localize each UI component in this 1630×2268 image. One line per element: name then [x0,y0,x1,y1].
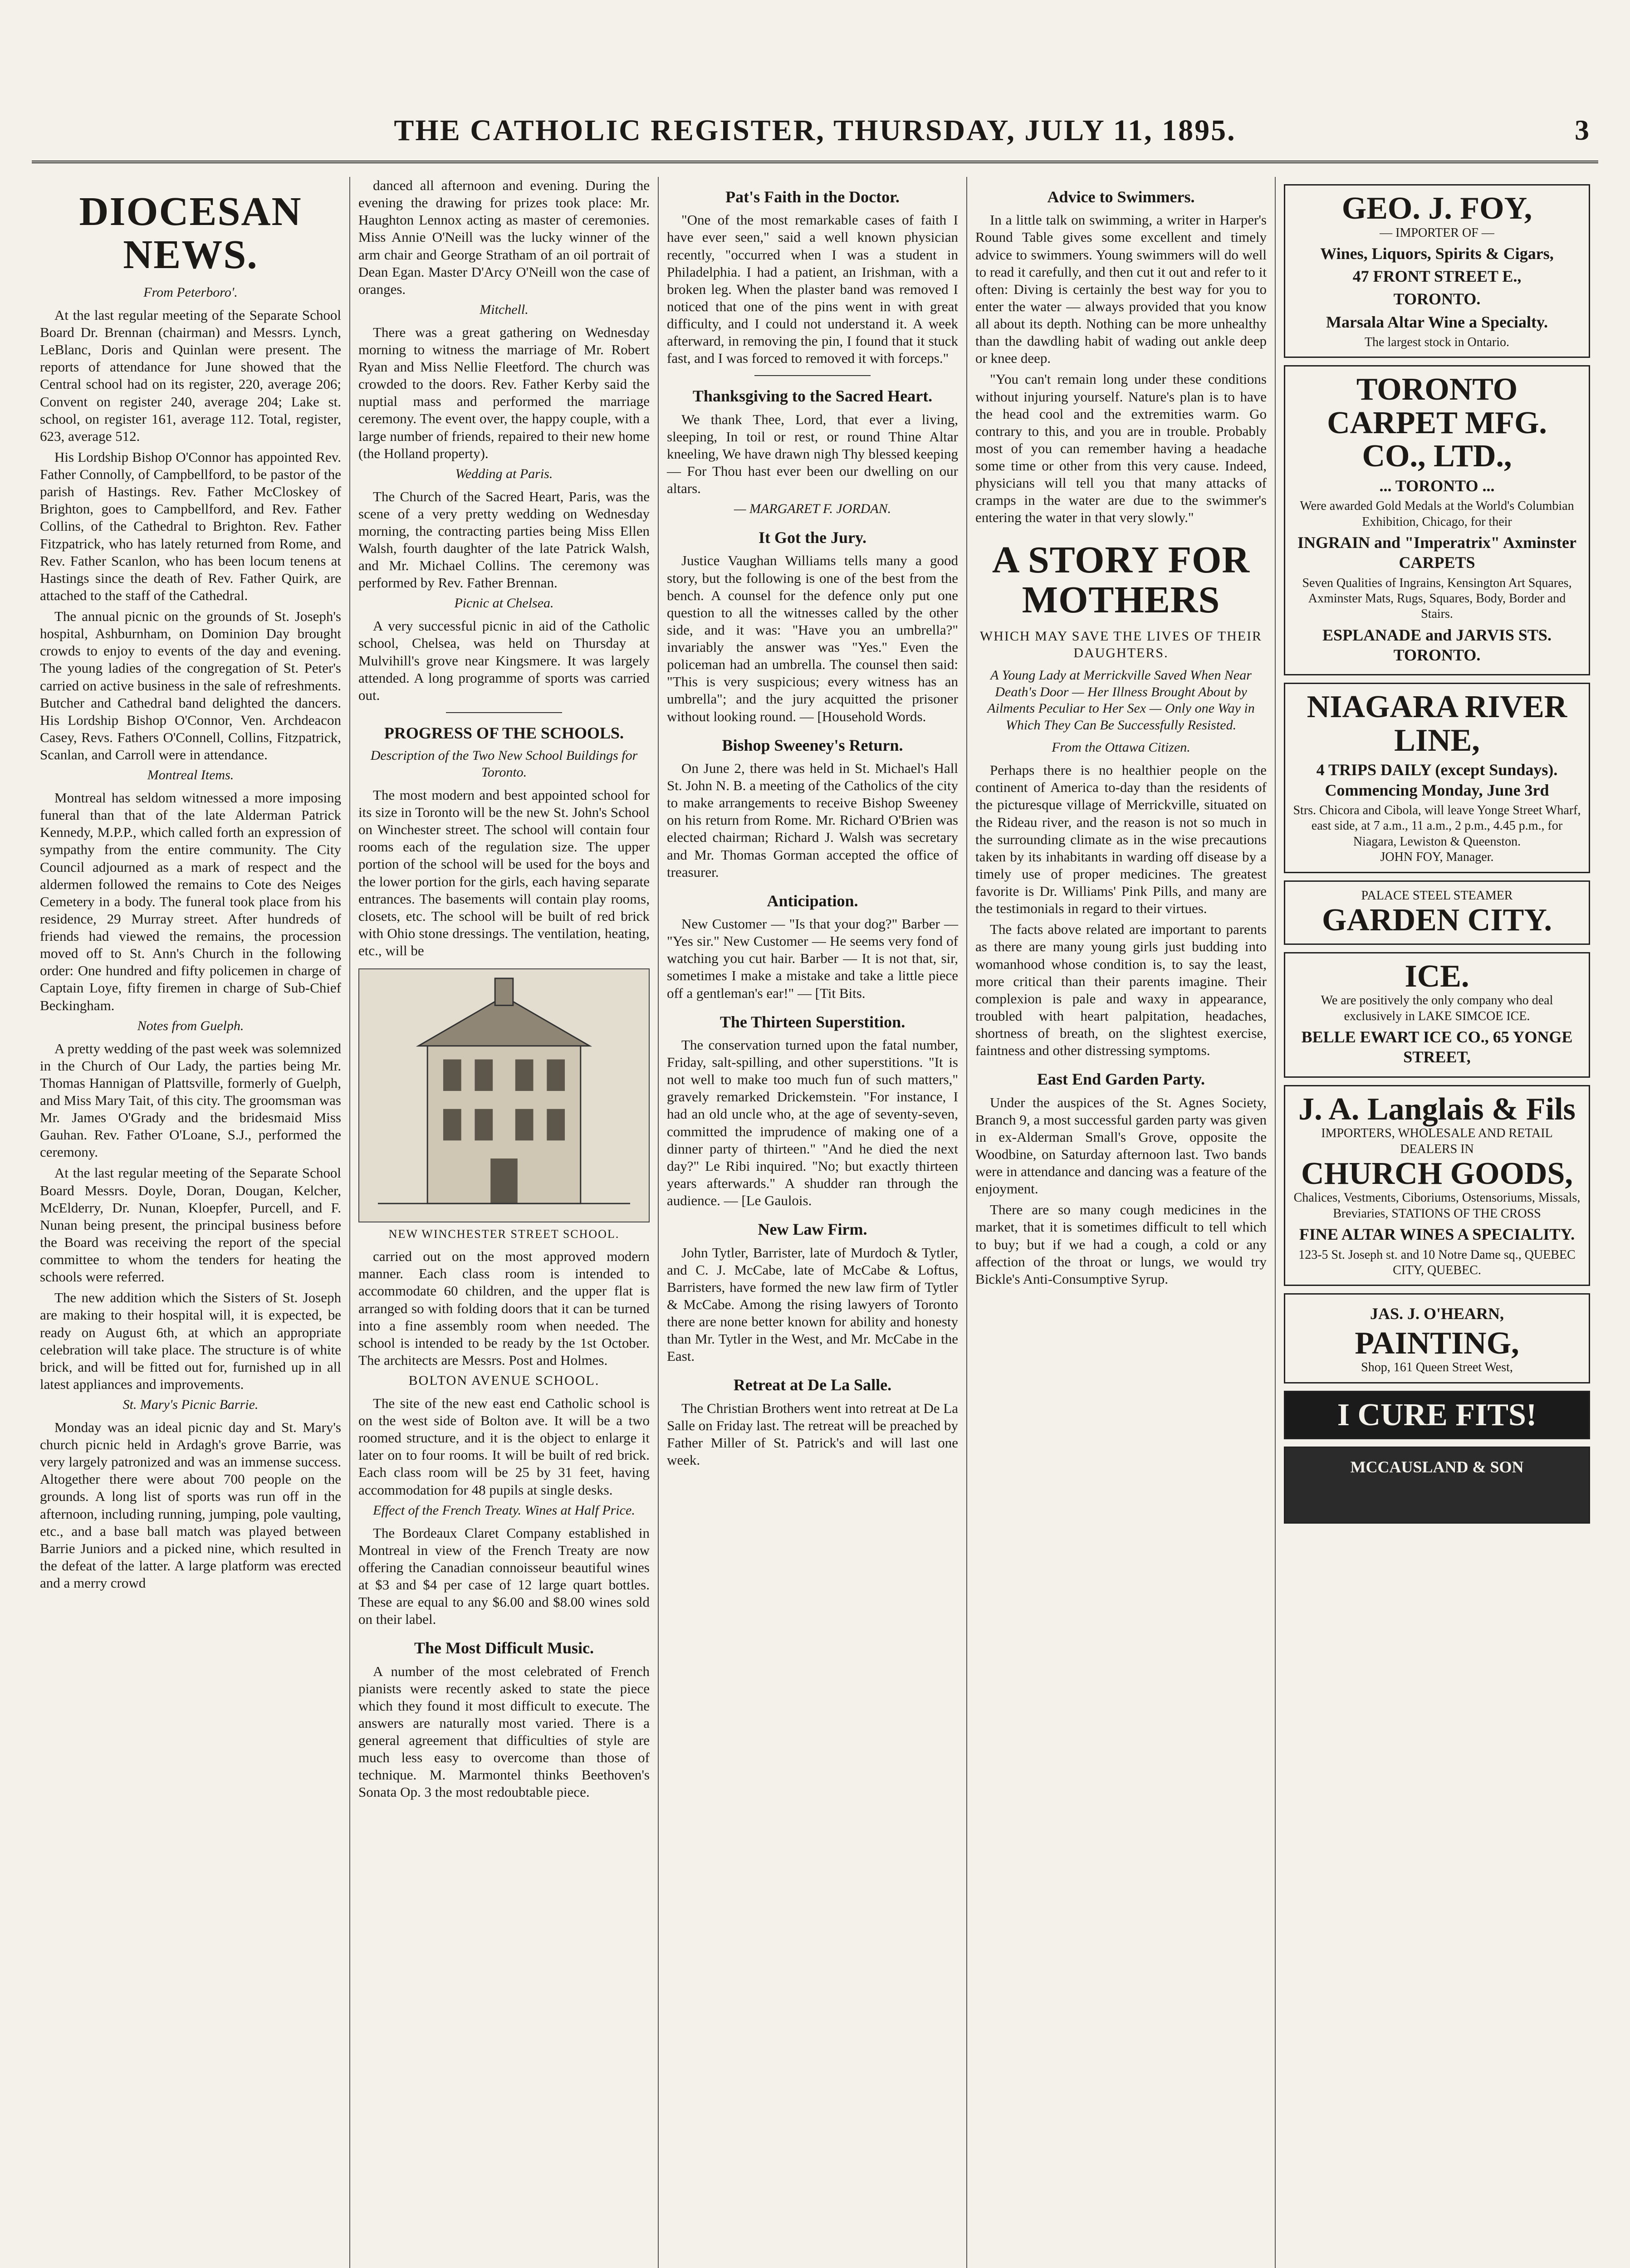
subheading: St. Mary's Picnic Barrie. [122,1397,259,1413]
paragraph: On June 2, there was held in St. Michael's Hall St. John N. B. a meeting of the Catholics of the city to make arrangements to receive Bishop Sweeney on his return from Rome. Mr. Richard O'Brien was elected chairman; Richard J. Walsh was secretary and Mr. Thomas Gorman accepted the office of treasurer. [667,760,958,880]
ad-extra: Marsala Altar Wine a Specialty. [1326,313,1548,331]
article-heading: Advice to Swimmers. [1047,188,1195,206]
paragraph: "One of the most remarkable cases of faith I have ever seen," said a well known physician recently, "occurred when I was a student in Philadelphia. I had a patient, an Irishman, with a broken leg. When the plaster band was removed I noticed that one of the pins went in with great difficulty, and I could not understand it. A week afterward, in removing the pin, I found that it stuck fast, and I was forced to removed it with forceps." [667,212,958,367]
ad-address: ESPLANADE and JARVIS STS. TORONTO. [1322,626,1552,665]
article-heading: The Most Difficult Music. [414,1639,594,1657]
article-heading: Pat's Faith in the Doctor. [725,188,900,206]
ad-toronto-carpet [1284,365,1590,675]
page-number: 3 [1575,114,1589,146]
article-heading: New Law Firm. [758,1220,867,1239]
ad-address: 47 FRONT STREET E., [1352,267,1522,286]
school-building-icon [359,969,649,1222]
paragraph: In a little talk on swimming, a writer in Harper's Round Table gives some excellent and timely advice to swimmers. Young swimmers will do well to read it carefully, and then cut it out and refer to it often: Diving is certainly the best way for you to enter the water — always provided that you know all about its depth. Nothing can be more unhealthy than the dawdling habit of wading out ankle deep or knee deep. [975,212,1267,367]
paragraph: Monday was an ideal picnic day and St. Mary's church picnic held in Ardagh's grove Barrie, was very largely patronized and was an immense success. Altogether there were about 700 people on the grounds. A long list of sports was run off in the afternoon, including running, jumping, pole vaulting, etc., and a base ball match was played between Barrie Juniors and a picked nine, which resulted in the defeat of the latter. A large platform was erected and a merry crowd [40,1419,341,1591]
paragraph: The site of the new east end Catholic school is on the west side of Bolton ave. It will be a two roomed structure, and it is the object to enlarge it later on to four rooms. It will be built of red brick. Each class room will be 25 by 31 feet, having accommodation for 48 pupils at single desks. [358,1395,650,1498]
ad-title: JAS. J. O'HEARN, [1370,1305,1504,1323]
ad-text: We are positively the only company who deal exclusively in LAKE SIMCOE ICE. [1321,993,1553,1023]
masthead [32,27,1598,163]
paragraph: There was a great gathering on Wednesday morning to witness the marriage of Mr. Robert Ryan and Miss Nellie Fleetford. The church was crowded to the doors. Rev. Father Kerby said the nuptial mass and performed the marriage ceremony. The event over, the happy couple, with a large number of friends, repaired to their new home (the Holland property). [358,324,650,461]
column-2 [349,177,658,2268]
paragraph: danced all afternoon and evening. During the evening the drawing for prizes took place: Mr. Haughton Lennox acting as master of ceremonies. Miss Annie O'Neill was the lucky winner of the arm chair and George Stratham of an oil portrait of Dean Egan. Master D'Arcy O'Neill won the case of oranges. [358,177,650,297]
ad-title: GARDEN CITY. [1322,903,1552,938]
paragraph: At the last regular meeting of the Separate School Board Dr. Brennan (chairman) and Messrs. Lynch, LeBlanc, Doris and Quinlan were present. The reports of attendance for June showed that the Central school had on its register, 220, average 206; Convent on register 240, average 204; Lake st. school, on register 161, average 112. Total, register, 623, average 512. [40,307,341,444]
article-subtitle: Description of the Two New School Buildings for Toronto. [370,748,638,780]
paragraph: The Church of the Sacred Heart, Paris, was the scene of a very pretty wedding on Wednesday morning, the contracting parties being Miss Ellen Walsh, fourth daughter of the late Patrick Walsh, and Mr. Michael Collins. The ceremony was performed by Rev. Father Brennan. [358,488,650,591]
ad-subtitle: 4 TRIPS DAILY (except Sundays). Commencing Monday, June 3rd [1316,761,1558,799]
article-heading: It Got the Jury. [759,528,866,547]
story-for-mothers-heading: A STORY FOR MOTHERS [992,538,1250,621]
ad-address: Shop, 161 Queen Street West, [1361,1360,1513,1375]
ad-geo-foy [1284,184,1590,358]
ad-subtitle: PALACE STEEL STEAMER [1361,888,1513,903]
paragraph: Perhaps there is no healthier people on the continent of America to-day than the residents of the picturesque village of Merrickville, situated on the Rideau river, and the reason is not so much in the surrounding climate as in the wise precautions taken by its inhabitants in warding off disease by a timely use of proper medicines. The greatest favorite is Dr. Williams' Pink Pills, and many are the testimonials in regard to their virtues. [975,762,1267,917]
column-4 [966,177,1275,2268]
divider [446,712,563,713]
ad-city: 123-5 St. Joseph st. and 10 Notre Dame sq., QUEBEC CITY, QUEBEC. [1298,1247,1576,1278]
paragraph: There are so many cough medicines in the market, that it is sometimes difficult to tell which to buy; but if we had a cough, a cold or any affection of the throat or lungs, we would try Bickle's Anti-Consumptive Syrup. [975,1202,1267,1287]
article-heading: PROGRESS OF THE SCHOOLS. [384,723,624,742]
subheading: Notes from Guelph. [137,1018,244,1033]
paragraph: At the last regular meeting of the Separate School Board Messrs. Doyle, Doran, Dougan, Kelcher, McElderry, Dr. Nunan, Kloepfer, Purcell, and F. Nunan being present, the principal business before the Board was receiving the report of the special committee to whom the tenders for heating the schools were referred. [40,1165,341,1285]
subheading: Wedding at Paris. [455,466,553,481]
paragraph: The most modern and best appointed school for its size in Toronto will be the new St. John's School on Winchester street. The school will contain four rooms each of the regulation size. The upper portion of the school will be used for the boys and the lower portion for the girls, each having separate entrances. The basements will contain play rooms, closets, etc. The school will be built of red brick with Ohio stone dressings. The ventilation, heating, etc., will be [358,787,650,959]
article-heading: Anticipation. [767,891,858,910]
ad-cure-fits [1284,1391,1590,1440]
ad-goods: CHURCH GOODS, [1301,1156,1573,1191]
article-heading: Retreat at De La Salle. [733,1376,892,1394]
ad-city: ... TORONTO ... [1379,476,1495,495]
subheading: Montreal Items. [147,767,234,783]
ad-title: NIAGARA RIVER LINE, [1307,689,1567,758]
article-heading: Thanksgiving to the Sacred Heart. [692,387,933,406]
illustration-caption: NEW WINCHESTER STREET SCHOOL. [388,1227,620,1241]
paragraph: New Customer — "Is that your dog?" Barber — "Yes sir." New Customer — He seems very fond of watching you cut hair. Barber — It is not that, sir, sometimes I make a mistake and take a little piece off a gentleman's ear!" — [Tit Bits. [667,916,958,1001]
ad-title: GEO. J. FOY, [1341,191,1532,226]
subheading: From the Ottawa Citizen. [1052,740,1190,755]
paragraph: The annual picnic on the grounds of St. Joseph's hospital, Ashburnham, on Dominion Day brought crowds to enjoy to events of the day and evening. The young ladies of the congregation of St. Peter's carried on active business in the sale of refreshments. Butcher and Cathedral band delighted the dancers. His Lordship Bishop O'Connor, Ven. Archdeacon Casey, Revs. Fathers O'Connell, Collins, Fitzpatrick, Scanlan, and Carroll were in attendance. [40,608,341,763]
ad-ice [1284,952,1590,1078]
article-heading: East End Garden Party. [1037,1070,1205,1089]
ad-extra: FINE ALTAR WINES A SPECIALITY. [1299,1225,1575,1244]
paragraph: A number of the most celebrated of French pianists were recently asked to state the piece which they found it most difficult to execute. The answers are naturally most varied. There is a general agreement that difficulties of style are much less easy to overcome than those of technique. M. Marmontel thinks Beethoven's Sonata Op. 3 the most redoubtable piece. [358,1663,650,1800]
column-3 [658,177,966,2268]
paragraph: The Christian Brothers went into retreat at De La Salle on Friday last. The retreat will be preached by Father Miller of St. Patrick's and will last one week. [667,1400,958,1468]
ad-title: TORONTO CARPET MFG. CO., LTD., [1327,372,1547,474]
ad-squares: Seven Qualities of Ingrains, Kensington Art Squares, Axminster Mats, Rugs, Squares, Body, Border and Stairs. [1302,576,1572,621]
paragraph: Justice Vaughan Williams tells many a good story, but the following is one of the best from the bench. A counsel for the defence only put one question to all the witnesses called by the other side, and it was: "Have you an umbrella?" invariably the answer was "Yes." Even the policeman had an umbrella. The counsel then said: "This is very suspicious; every witness has an umbrella"; and the jury acquitted the prisoner without looking round. — [Household Words. [667,552,958,724]
ad-text: Strs. Chicora and Cibola, will leave Yonge Street Wharf, east side, at 7 a.m., 11 a.m., 2 p.m., 4.45 p.m., for Niagara, Lewiston & Queenston. [1293,803,1581,849]
school-illustration [358,968,650,1222]
article-heading: The Thirteen Superstition. [720,1012,906,1031]
ad-title: ICE. [1405,958,1469,994]
ad-title: I CURE FITS! [1337,1397,1537,1432]
ad-text: Chalices, Vestments, Ciboriums, Ostensoriums, Missals, Breviaries, STATIONS OF THE CROSS [1293,1191,1581,1221]
article-subtitle: WHICH MAY SAVE THE LIVES OF THEIR DAUGHTERS. [979,628,1263,660]
ad-subtitle: — IMPORTER OF — [1380,225,1494,240]
page-title: THE CATHOLIC REGISTER, THURSDAY, JULY 11, 1895. [394,114,1236,147]
ad-garden-city [1284,880,1590,945]
paragraph: A pretty wedding of the past week was solemnized in the Church of Our Lady, the parties being Mr. Thomas Hannigan of Plattsville, formerly of Guelph, and Miss Mary Tait, of this city. The groomsman was Mr. James O'Grady and the bridesmaid Miss Gauhan. Rev. Father O'Loane, S.J., performed the ceremony. [40,1040,341,1160]
subheading: BOLTON AVENUE SCHOOL. [408,1373,600,1388]
ad-company: BELLE EWART ICE CO., 65 YONGE STREET, [1301,1028,1573,1066]
paragraph: A very successful picnic in aid of the Catholic school, Chelsea, was held on Thursday at Mulvihill's grove near Kingsmere. It was largely attended. A long programme of sports was carried out. [358,618,650,703]
poem: We thank Thee, Lord, that ever a living, sleeping, In toil or rest, or round Thine Altar kneeling, We have drawn nigh Thy blessed keeping — For Thou hast ever been our dwelling on our altars. [667,411,958,497]
paragraph: Under the auspices of the St. Agnes Society, Branch 9, a most successful garden party was given in ex-Alderman Small's Grove, opposite the Woodbine, on Saturday afternoon last. Two bands were in attendance and dancing was a feature of the enjoyment. [975,1094,1267,1197]
ad-line: Wines, Liquors, Spirits & Cigars, [1320,244,1554,263]
paragraph: His Lordship Bishop O'Connor has appointed Rev. Father Connolly, of Campbellford, to be pastor of the parish of Hastings. Rev. Father McCloskey of Brighton, goes to Campbellford, and Rev. Father Collins, of the Cathedral to Brighton. Rev. Father Fitzpatrick, who has lately returned from Rome, and Rev. Father Scanlon, who has been locum tenens at Hastings since the death of Rev. Father Quirk, are attached to the staff of the Cathedral. [40,449,341,603]
ad-manager: JOHN FOY, Manager. [1380,850,1494,865]
newspaper-page [32,27,1598,2268]
paragraph: "You can't remain long under these conditions without injuring yourself. Nature's plan is to have the head cool and the extremities warm. Go contrary to this, and you are in trouble. Probably most of you can remember having a headache some time or other from this very cause. Indeed, physicians will tell you that many attacks of cramps in the water are due to the swimmer's entering the water in that very slowly." [975,371,1267,526]
column-5-ads [1275,177,1598,2268]
ad-subtitle: IMPORTERS, WHOLESALE AND RETAIL DEALERS IN [1321,1126,1553,1156]
column-1 [32,177,349,2268]
divider [754,375,871,376]
subheading: Mitchell. [480,302,529,317]
diocesan-news-heading: DIOCESAN NEWS. [79,189,302,277]
poem-author: — MARGARET F. JORDAN. [734,501,891,517]
ad-title: MCCAUSLAND & SON [1350,1458,1524,1476]
paragraph: carried out on the most approved modern manner. Each class room is intended to accommodate 60 children, and the upper flat is arranged so with folding doors that it can be turned into a fine assembly room when needed. The school is intended to be ready by the 1st October. The architects are Messrs. Post and Holmes. [358,1248,650,1368]
ad-langlais [1284,1085,1590,1286]
article-heading: Bishop Sweeney's Return. [722,736,903,754]
paragraph: Montreal has seldom witnessed a more imposing funeral than that of the late Alderman Patrick Kennedy, M.P.P., which called forth an expression of sympathy from the entire community. The City Council adjourned as a mark of respect and the aldermen followed the remains to Cote des Neiges Cemetery in a body. The funeral took place from his residence, 29 Murray street. After hundreds of friends had viewed the remains, the procession moved off to St. Ann's Church in the following order: One hundred and fifty policemen in charge of Captain Loye, fifty firemen in charge of Sub-Chief Beckingham. [40,790,341,1013]
ad-text: Were awarded Gold Medals at the World's Columbian Exhibition, Chicago, for their [1300,499,1574,529]
ad-mccausland [1284,1447,1590,1524]
ad-city: TORONTO. [1393,290,1481,308]
paragraph: The Bordeaux Claret Company established in Montreal in view of the French Treaty are now offering the Canadian connoisseur beautiful wines at $3 and $4 per case of 12 large quart bottles. These are equal to any $6.00 and $8.00 wines sold on their label. [358,1525,650,1628]
ad-trade: PAINTING, [1355,1325,1519,1361]
dateline: From Peterboro'. [143,285,238,300]
paragraph: The facts above related are important to parents as there are many young girls just budding into womanhood whose condition is, to say the least, more critical than their parents imagine. Their complexion is pale and waxy in appearance, troubled with heart palpitation, headaches, shortness of breath, on the slightest exercise, faintness and other distressing symptoms. [975,921,1267,1059]
columns [32,177,1598,2268]
ad-note: The largest stock in Ontario. [1364,335,1510,349]
paragraph: John Tytler, Barrister, late of Murdoch & Tytler, and C. J. McCabe, late of McCabe & Loftus, Barristers, have formed the new law firm of Tytler & McCabe. Among the rising lawyers of Toronto there are none better known for ability and honesty than Mr. Tytler in the West, and Mr. McCabe in the East. [667,1244,958,1364]
subheading: A Young Lady at Merrickville Saved When Near Death's Door — Her Illness Brought About by Ailments Peculiar to Her Sex — Only one Way in Which They Can Be Successfully Resisted. [987,667,1255,733]
subheading: Picnic at Chelsea. [454,596,554,611]
ad-product: INGRAIN and "Imperatrix" Axminster CARPETS [1297,533,1576,572]
ad-ohearn [1284,1293,1590,1383]
ad-title: J. A. Langlais & Fils [1298,1091,1576,1127]
ad-niagara-river-line [1284,683,1590,873]
paragraph: The conservation turned upon the fatal number, Friday, salt-spilling, and other superstitions. "It is not well to make too much fun of such matters," gravely remarked Drickemstein. "For instance, I had an old uncle who, at the age of seventy-seven, committed the imprudence of making one of a dinner party of thirteen." "And he died the next day?" Le Ribi inquired. "No; but exactly thirteen years afterwards." A shudder ran through the audience. — [Le Gaulois. [667,1036,958,1209]
subheading: Effect of the French Treaty. Wines at Half Price. [373,1502,635,1518]
paragraph: The new addition which the Sisters of St. Joseph are making to their hospital will, it is expected, be ready on August 6th, at which an appropriate celebration will take place. The structure is of white brick, and will be fitted out for, furnished up in all latest appliances and improvements. [40,1290,341,1392]
